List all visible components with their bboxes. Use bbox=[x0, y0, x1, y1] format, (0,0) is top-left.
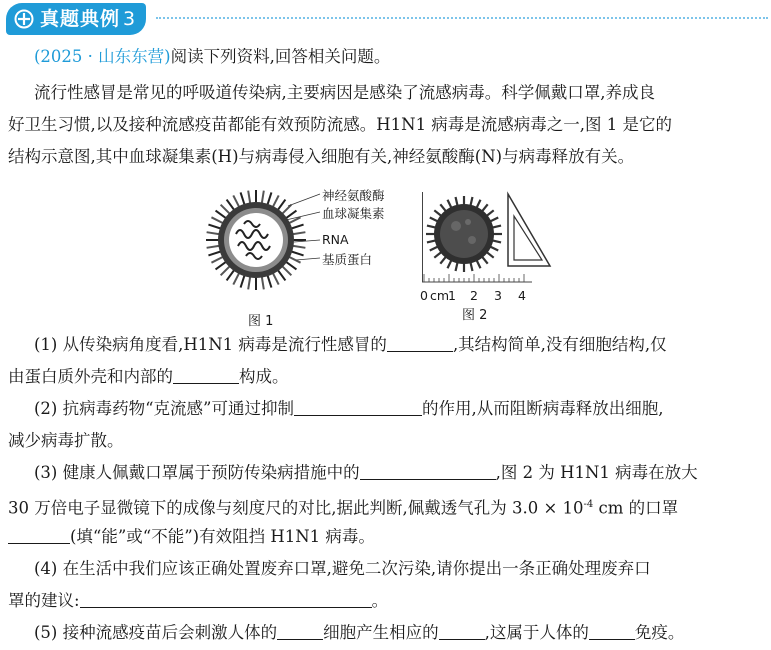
q5-blank-1[interactable] bbox=[277, 621, 323, 640]
material-line-3: 结构示意图,其中血球凝集素(H)与病毒侵入细胞有关,神经氨酸酶(N)与病毒释放有关。 bbox=[8, 147, 635, 166]
q4-blank-1[interactable] bbox=[80, 589, 372, 608]
ruler-label-3: 3 bbox=[494, 288, 502, 303]
virus-micrograph-with-ruler bbox=[422, 190, 562, 294]
q3-blank-2[interactable] bbox=[8, 525, 70, 544]
header-dotted-rule bbox=[156, 17, 768, 19]
ruler-label-0: 0 bbox=[420, 288, 428, 303]
q1-blank-2[interactable] bbox=[173, 365, 239, 384]
q3-exponent: -4 bbox=[583, 499, 594, 510]
figure2-caption: 图 2 bbox=[462, 308, 488, 323]
section-header bbox=[6, 3, 766, 35]
question-1-line-2 bbox=[8, 362, 766, 392]
q2-text-b: 的作用,从而阻断病毒释放出细胞, bbox=[422, 399, 664, 418]
q1-text-d: 构成。 bbox=[239, 367, 289, 386]
q3-text-b: ,图 2 为 H1N1 病毒在放大 bbox=[495, 463, 698, 482]
intro-line bbox=[8, 42, 766, 72]
crosshair-icon bbox=[14, 9, 34, 29]
material-line-1: 流行性感冒是常见的呼吸道传染病,主要病因是感染了流感病毒。科学佩戴口罩,养成良 bbox=[34, 83, 655, 102]
figure1-label-hemagglutinin: 血球凝集素 bbox=[322, 206, 385, 221]
q1-blank-1[interactable] bbox=[387, 333, 453, 352]
q5-text-a: (5) 接种流感疫苗后会刺激人体的 bbox=[34, 623, 278, 642]
q1-text-c: 由蛋白质外壳和内部的 bbox=[8, 367, 173, 386]
ruler-label-4: 4 bbox=[518, 288, 526, 303]
q3-text-c: 30 万倍电子显微镜下的成像与刻度尺的对比,据此判断,佩戴透气孔为 3.0 × 10 bbox=[8, 498, 584, 518]
question-4-line-1: (4) 在生活中我们应该正确处置废弃口罩,避免二次污染,请你提出一条正确处理废弃口 bbox=[34, 559, 651, 578]
q1-text-a: (1) 从传染病角度看,H1N1 病毒是流行性感冒的 bbox=[34, 335, 387, 354]
material-line-2: 好卫生习惯,以及接种流感疫苗都能有效预防流感。H1N1 病毒是流感病毒之一,图 1 是它的 bbox=[8, 115, 673, 134]
header-title: 真题典例 3 bbox=[40, 8, 137, 30]
q4-text-c: 。 bbox=[371, 591, 389, 610]
q5-text-b: 细胞产生相应的 bbox=[323, 623, 439, 642]
question-2-line-1 bbox=[8, 394, 766, 424]
figures-area bbox=[200, 176, 580, 329]
q5-blank-2[interactable] bbox=[439, 621, 485, 640]
q2-text-a: (2) 抗病毒药物“克流感”可通过抑制 bbox=[34, 399, 294, 418]
instruction-text: 阅读下列资料,回答相关问题。 bbox=[170, 47, 391, 66]
figure1-label-matrix-protein: 基质蛋白 bbox=[322, 252, 373, 267]
question-3-line-3 bbox=[8, 522, 766, 552]
question-5-line-1 bbox=[8, 618, 766, 648]
q3-text-d: cm 的口罩 bbox=[593, 498, 679, 518]
q5-blank-3[interactable] bbox=[589, 621, 635, 640]
q2-blank-1[interactable] bbox=[294, 397, 422, 416]
ruler-label-2: 2 bbox=[470, 288, 478, 303]
figure1-caption: 图 1 bbox=[248, 314, 274, 329]
question-3-line-1 bbox=[8, 458, 766, 488]
ruler-label-1: 1 bbox=[448, 288, 456, 303]
question-3-line-2 bbox=[8, 490, 766, 524]
ruler-label-cm: cm bbox=[430, 288, 450, 303]
q5-text-c: ,这属于人体的 bbox=[484, 623, 589, 642]
source-label: (2025 · 山东东营) bbox=[34, 47, 171, 66]
q3-text-e: (填“能”或“不能”)有效阻挡 H1N1 病毒。 bbox=[70, 527, 375, 546]
question-4-line-2 bbox=[8, 586, 766, 616]
q4-text-b: 罩的建议: bbox=[8, 591, 80, 610]
q3-text-a: (3) 健康人佩戴口罩属于预防传染病措施中的 bbox=[34, 463, 360, 482]
q1-text-b: ,其结构简单,没有细胞结构,仅 bbox=[452, 335, 667, 354]
q3-blank-1[interactable] bbox=[360, 461, 496, 480]
header-tag bbox=[6, 3, 146, 35]
figure1-label-rna: RNA bbox=[322, 232, 349, 247]
q5-text-d: 免疫。 bbox=[634, 623, 685, 642]
question-2-line-2: 减少病毒扩散。 bbox=[8, 431, 124, 450]
question-1-line-1 bbox=[8, 330, 766, 360]
figure1-label-neuraminidase: 神经氨酸酶 bbox=[322, 188, 385, 203]
